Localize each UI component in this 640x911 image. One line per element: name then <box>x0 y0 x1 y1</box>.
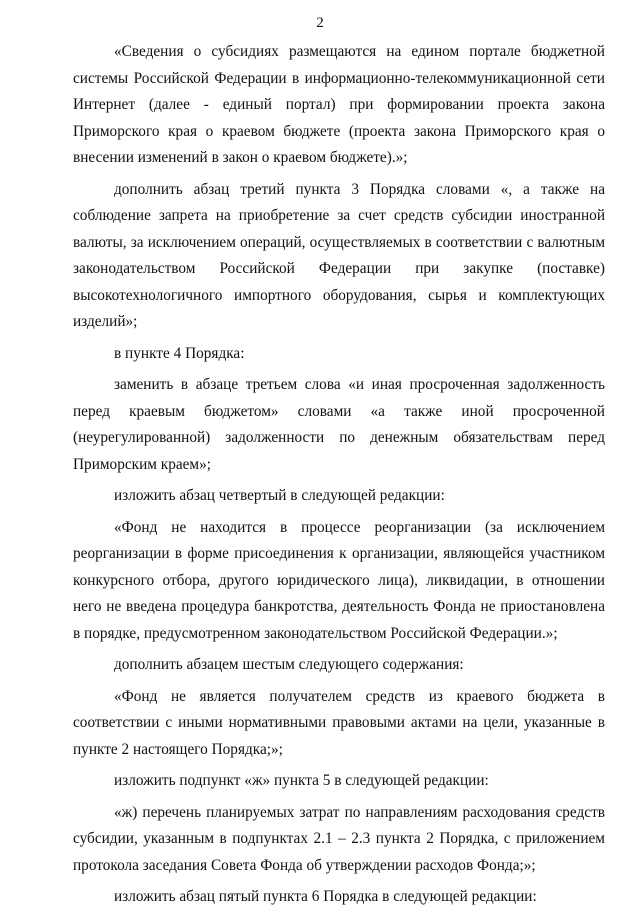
paragraph-add-sixth-intro: дополнить абзацем шестым следующего содержания: <box>114 656 464 673</box>
paragraph-item-4-intro: в пункте 4 Порядка: <box>114 344 245 362</box>
paragraph-fund-not-recipient: «Фонд не является получателем средств из краевого бюджета в соответствии с иными нормативными правовыми актами на цели, указанные в пункте 2 настоящего Порядка;»; <box>73 687 605 758</box>
paragraph-item-3-addition: дополнить абзац третий пункта 3 Порядка словами «, а также на соблюдение запрета на приобретение за счет средств субсидии иностранной валюты, за исключением операций, осуществляемых в соответствии с валютным законодательством Российской Федерации при закупке (поставке) высокотехнологичного импортного оборудования, сырья и комплектующих изделий»; <box>73 180 605 330</box>
paragraph-item-4-replace: заменить в абзаце третьем слова «и иная просроченная задолженность перед краевым бюджетом» словами «а также иной просроченной (неурегулированной) задолженности по денежным обязательствам перед Приморским краем»; <box>73 376 605 473</box>
paragraph-subsidy-info: «Сведения о субсидиях размещаются на едином портале бюджетной системы Российской Федерации в информационно-телекоммуникационной сети Интернет (далее - единый портал) при формировании проекта закона Приморского края о краевом бюджете (проекта закона Приморского края о внесении изменений в закон о краевом бюджете).»; <box>73 43 605 166</box>
document-body <box>73 39 605 911</box>
paragraph-subitem-zh-text: «ж) перечень планируемых затрат по направлениям расходования средств субсидии, указанным в подпунктах 2.1 – 2.3 пункта 2 Порядка, с приложением протокола заседания Совета Фонда об утверждении расходов Фонда;»; <box>73 803 605 874</box>
paragraph-item-6-intro: изложить абзац пятый пункта 6 Порядка в следующей редакции: <box>114 888 537 905</box>
paragraph-subitem-zh-intro: изложить подпункт «ж» пункта 5 в следующей редакции: <box>114 772 489 789</box>
paragraph-fund-reorganization: «Фонд не находится в процессе реорганизации (за исключением реорганизации в форме присоединения к организации, являющейся участником конкурсного отбора, другого юридического лица), ликвидации, в отношении него не введена процедура банкротства, деятельность Фонда не приостановлена в порядке, предусмотренном законодательством Российской Федерации.»; <box>73 518 605 642</box>
paragraph-item-4-restate-intro: изложить абзац четвертый в следующей редакции: <box>114 487 445 504</box>
page-number: 2 <box>316 15 324 31</box>
